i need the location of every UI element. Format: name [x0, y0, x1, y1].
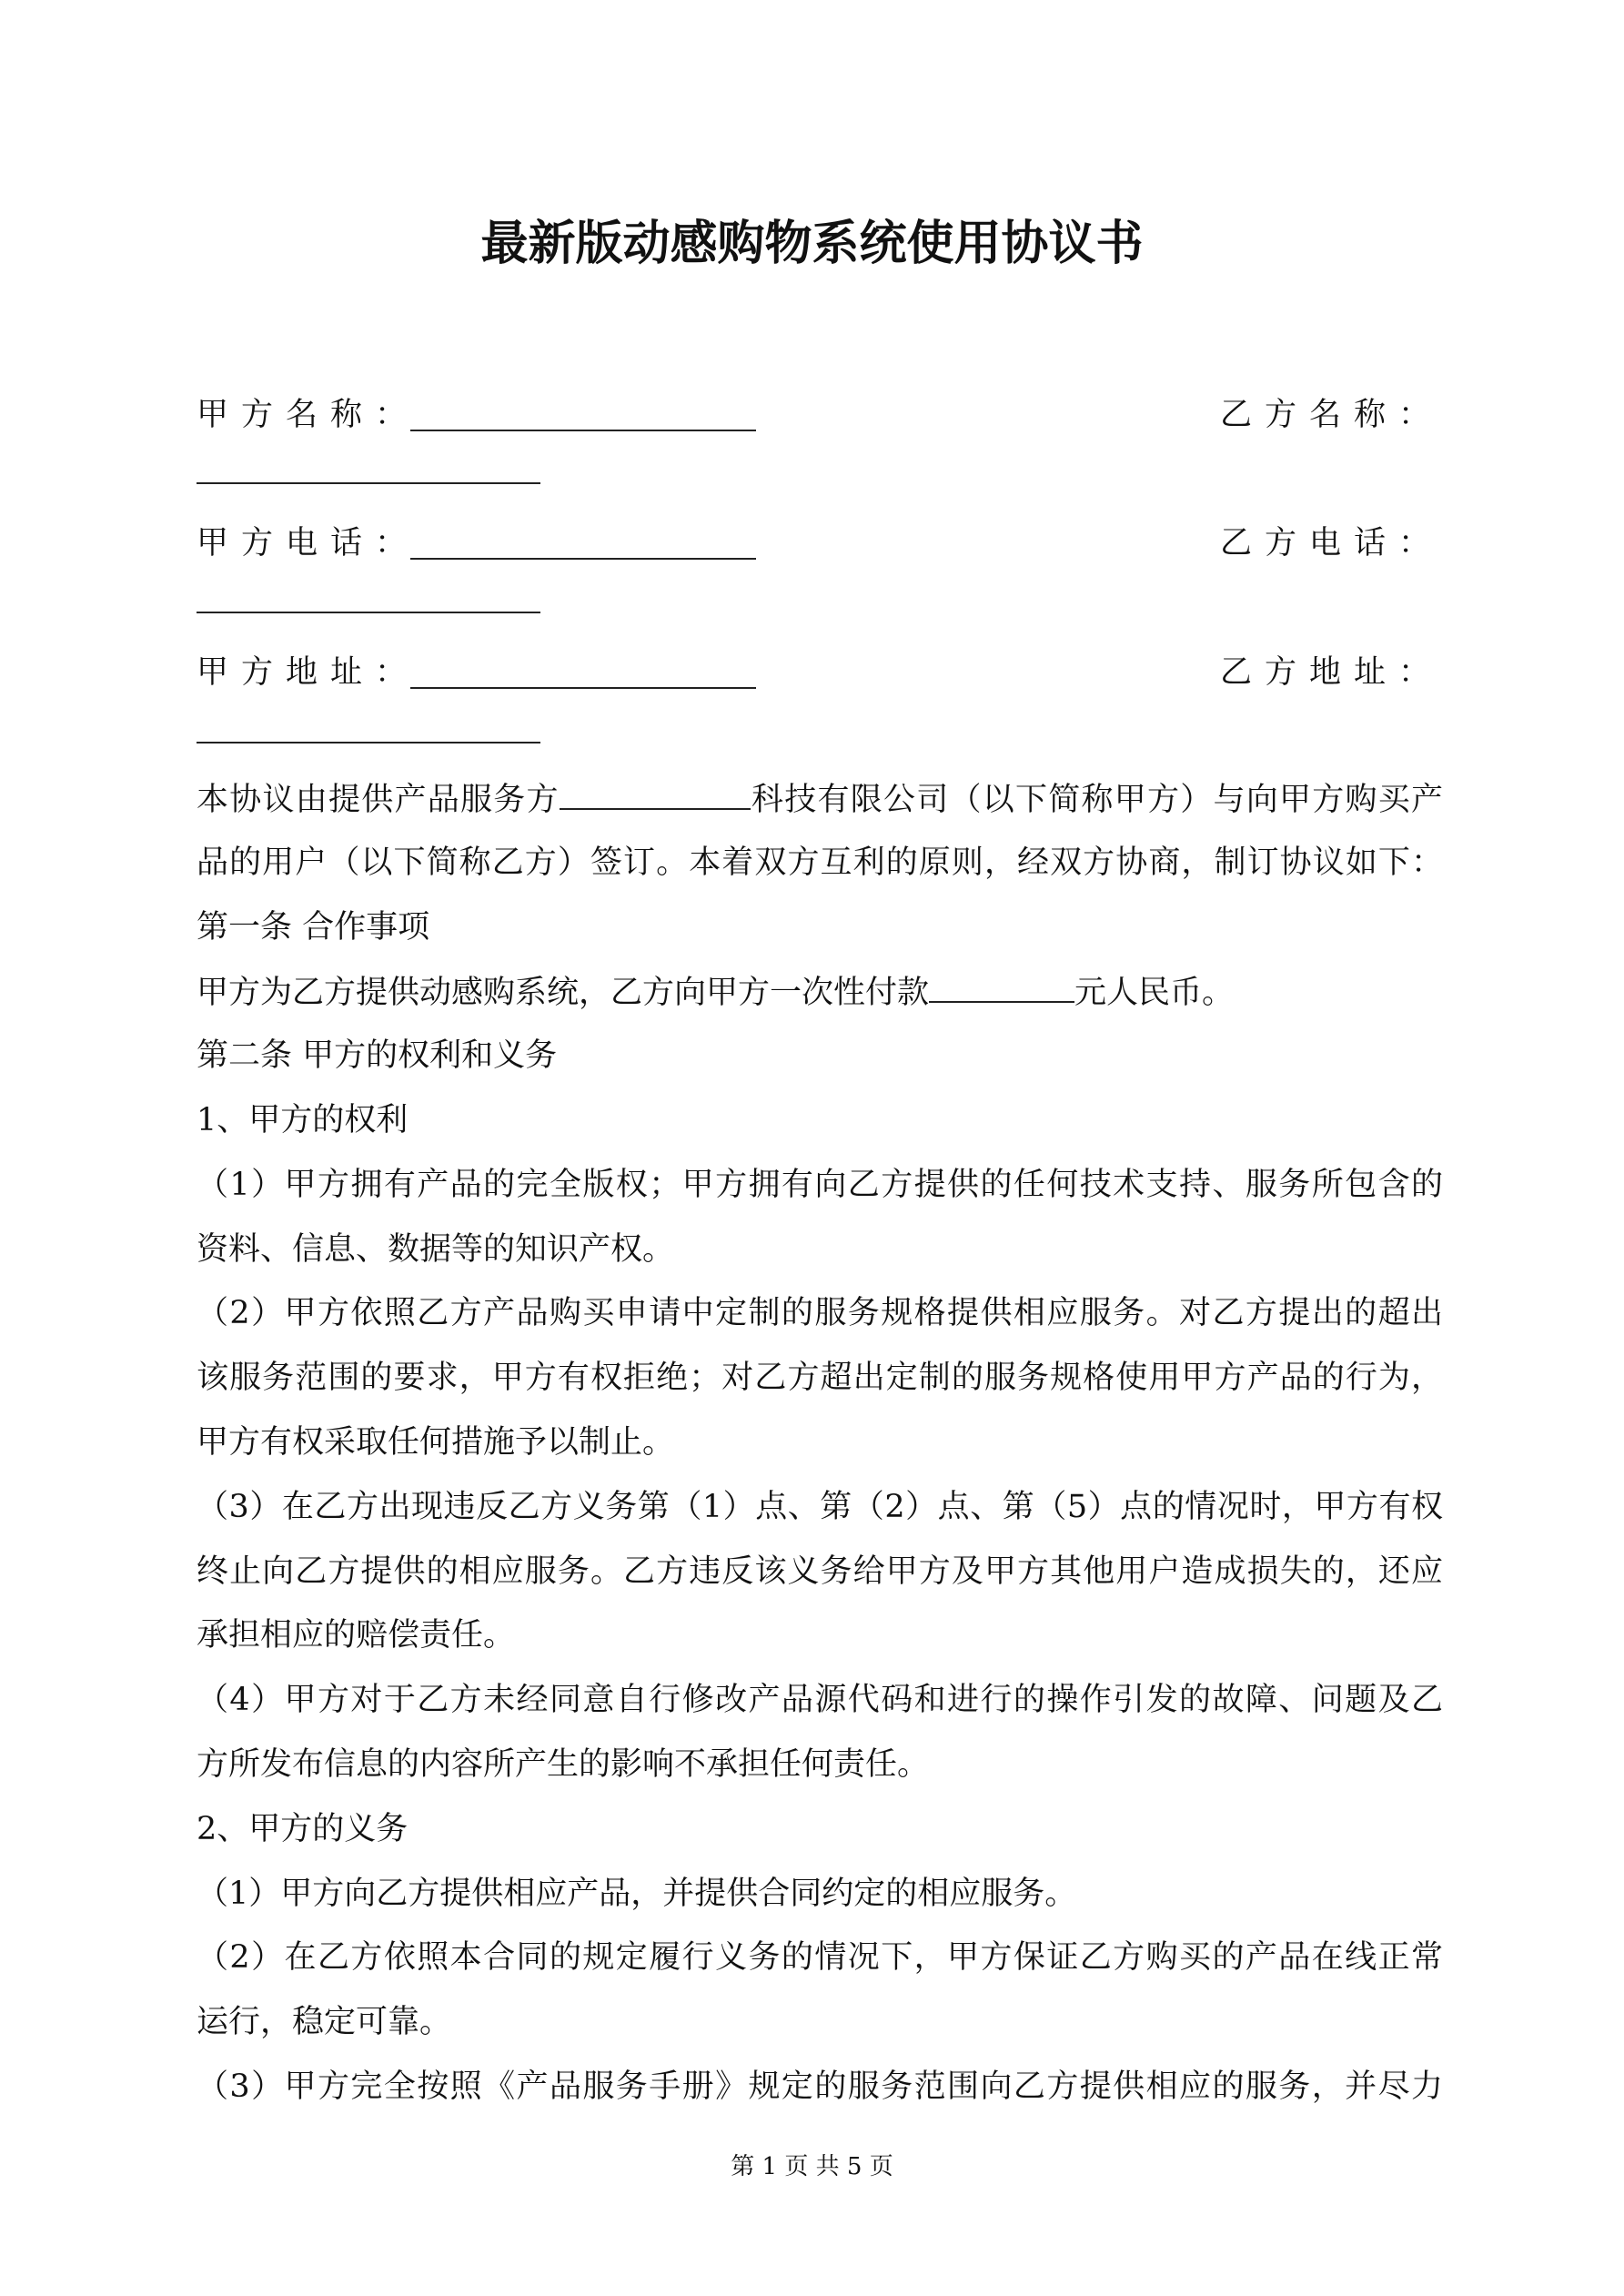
party-b-phone-label: 乙方电话： — [1219, 525, 1443, 561]
intro-text: 科技有限公司（以下简称甲方）与向甲方购买产 — [750, 782, 1443, 818]
party-a-phone-label: 甲方电话： — [197, 525, 420, 561]
document-title: 最新版动感购物系统使用协议书 — [480, 216, 1144, 271]
agreement-body — [197, 775, 1443, 2129]
intro-line: 品的用户（以下简称乙方）签订。本着双方互利的原则，经双方协商，制订协议如下： — [197, 844, 1443, 881]
party-b-address-label: 乙方地址： — [1219, 654, 1443, 691]
party-address-row — [197, 647, 1443, 702]
body-line: 甲方有权采取任何措施予以制止。 — [197, 1423, 675, 1461]
payment-text: 甲方为乙方提供动感购系统，乙方向甲方一次性付款 — [197, 975, 930, 1012]
payment-line — [197, 968, 1443, 1033]
party-a-address-label: 甲方地址： — [197, 654, 420, 691]
body-line: （3）在乙方出现违反乙方义务第（1）点、第（2）点、第（5）点的情况时，甲方有权 — [197, 1488, 1443, 1525]
party-b-address-blank[interactable] — [197, 742, 540, 743]
body-line: （2）在乙方依照本合同的规定履行义务的情况下，甲方保证乙方购买的产品在线正常 — [197, 1939, 1443, 1977]
body-line: 承担相应的赔偿责任。 — [197, 1617, 516, 1654]
party-b-phone-blank[interactable] — [197, 612, 540, 613]
body-line: 终止向乙方提供的相应服务。乙方违反该义务给甲方及甲方其他用户造成损失的，还应 — [197, 1553, 1443, 1590]
intro-text: 本协议由提供产品服务方 — [197, 782, 560, 818]
party-a-name-blank[interactable] — [410, 430, 756, 431]
party-a-address-blank[interactable] — [410, 687, 756, 689]
payment-amount-blank[interactable] — [929, 968, 1074, 1003]
body-line: 1、甲方的权利 — [197, 1101, 409, 1138]
party-name-row — [197, 389, 1443, 444]
body-line: 方所发布信息的内容所产生的影响不承担任何责任。 — [197, 1745, 930, 1783]
party-b-name-blank[interactable] — [197, 482, 540, 484]
body-line: （1）甲方拥有产品的完全版权；甲方拥有向乙方提供的任何技术支持、服务所包含的 — [197, 1166, 1443, 1203]
body-line: （3）甲方完全按照《产品服务手册》规定的服务范围向乙方提供相应的服务，并尽力 — [197, 2068, 1443, 2105]
party-a-phone-blank[interactable] — [410, 558, 756, 560]
payment-text: 元人民币。 — [1074, 975, 1235, 1012]
body-line: 运行，稳定可靠。 — [197, 2004, 452, 2041]
provider-blank[interactable] — [560, 775, 751, 810]
body-line: （4）甲方对于乙方未经同意自行修改产品源代码和进行的操作引发的故障、问题及乙 — [197, 1682, 1443, 1719]
intro-line — [197, 775, 1443, 840]
body-line: 2、甲方的义务 — [197, 1810, 409, 1847]
body-line: 资料、信息、数据等的知识产权。 — [197, 1230, 675, 1268]
body-line: （2）甲方依照乙方产品购买申请中定制的服务规格提供相应服务。对乙方提出的超出 — [197, 1295, 1443, 1332]
body-line: 该服务范围的要求，甲方有权拒绝；对乙方超出定制的服务规格使用甲方产品的行为， — [197, 1360, 1443, 1397]
body-line: （1）甲方向乙方提供相应产品，并提供合同约定的相应服务。 — [197, 1875, 1077, 1912]
body-line: 第二条 甲方的权利和义务 — [197, 1037, 558, 1075]
party-phone-row — [197, 518, 1443, 572]
page-footer: 第 1 页 共 5 页 — [731, 2153, 893, 2180]
article-1-heading: 第一条 合作事项 — [197, 908, 430, 946]
party-a-name-label: 甲方名称： — [197, 397, 420, 433]
party-b-name-label: 乙方名称： — [1219, 397, 1443, 433]
